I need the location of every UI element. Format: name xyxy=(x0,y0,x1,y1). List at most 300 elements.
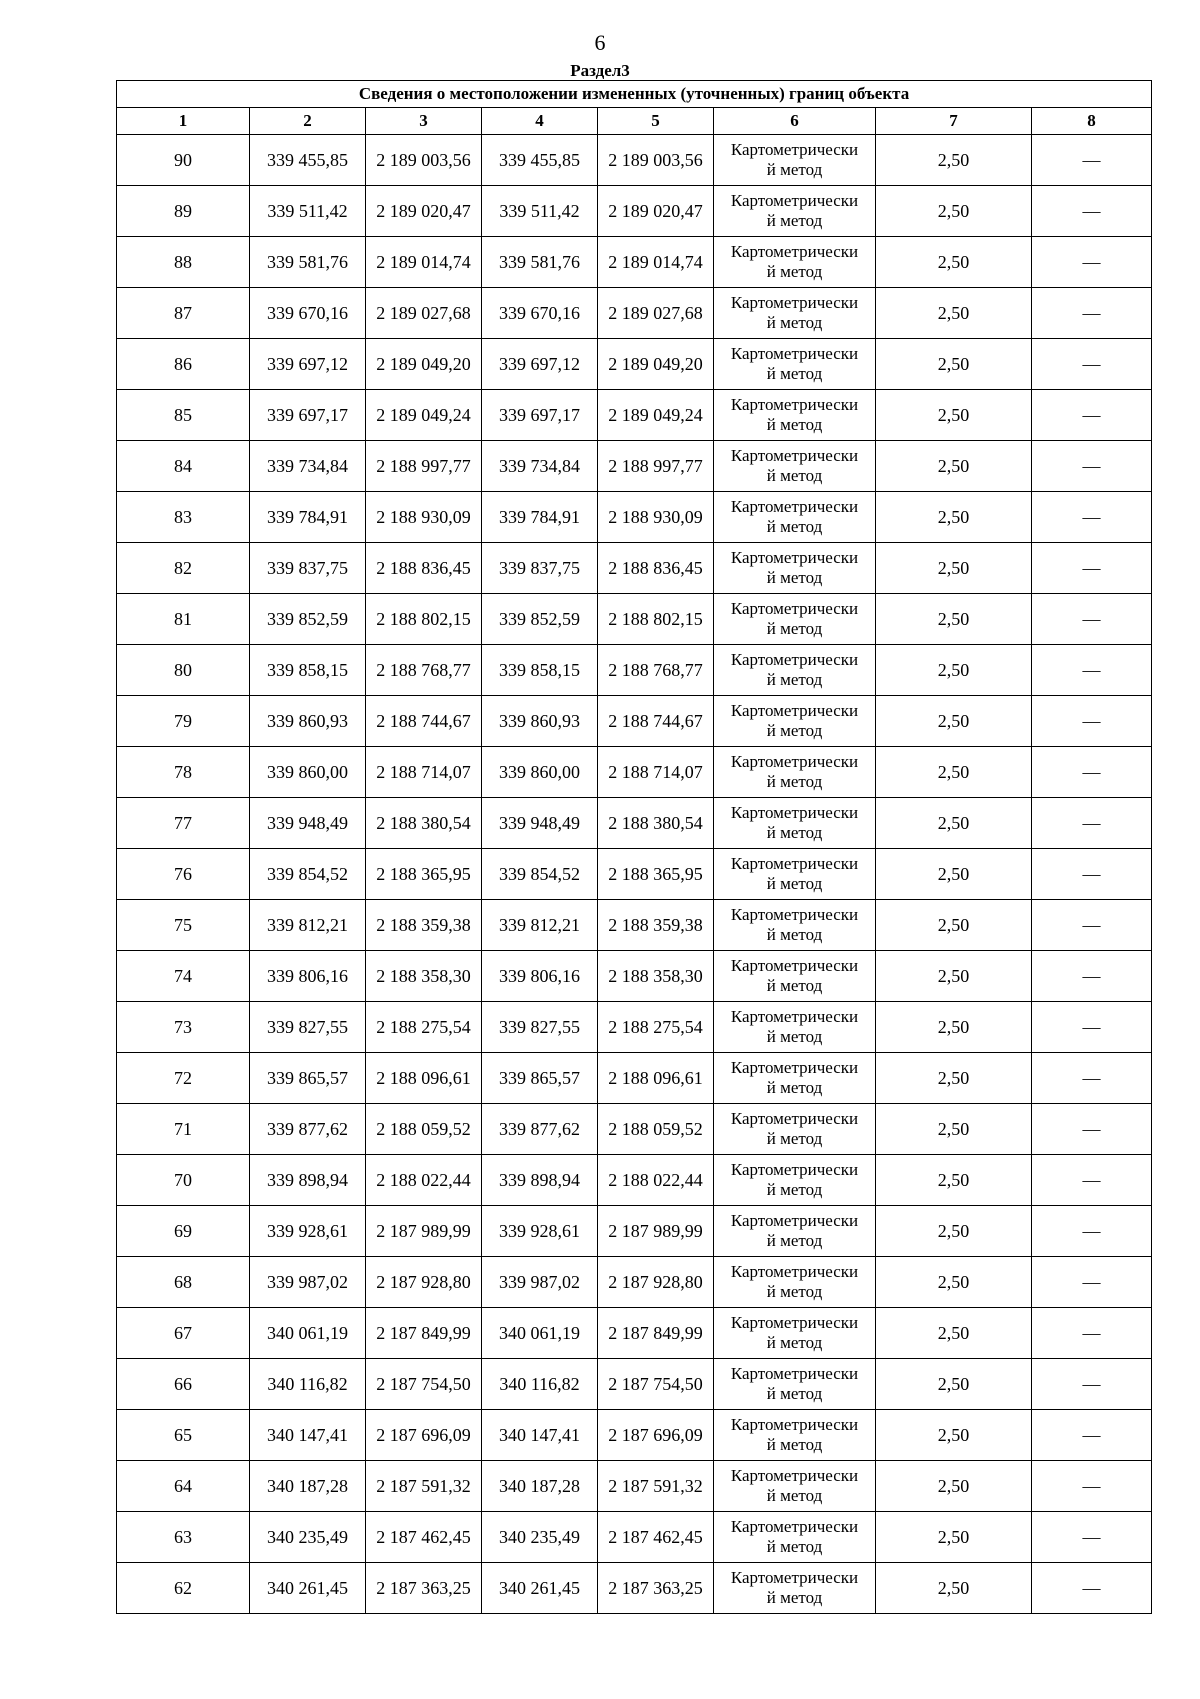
description-cell: — xyxy=(1032,492,1152,543)
refined-x-cell: 339 812,21 xyxy=(482,900,598,951)
accuracy-cell: 2,50 xyxy=(876,1104,1032,1155)
column-header: 3 xyxy=(366,108,482,135)
method-line-1: Картометрически xyxy=(730,242,859,261)
refined-x-cell: 339 948,49 xyxy=(482,798,598,849)
refined-x-cell: 339 511,42 xyxy=(482,186,598,237)
refined-y-cell: 2 187 989,99 xyxy=(598,1206,714,1257)
refined-x-cell: 340 261,45 xyxy=(482,1563,598,1614)
method-cell xyxy=(714,492,876,543)
method-line-2: й метод xyxy=(766,1282,823,1301)
refined-x-cell: 339 858,15 xyxy=(482,645,598,696)
existing-x-cell: 339 697,12 xyxy=(250,339,366,390)
refined-y-cell: 2 188 930,09 xyxy=(598,492,714,543)
method-cell xyxy=(714,1563,876,1614)
point-number-cell: 81 xyxy=(117,594,250,645)
refined-y-cell: 2 188 714,07 xyxy=(598,747,714,798)
point-number-cell: 87 xyxy=(117,288,250,339)
method-line-1: Картометрически xyxy=(730,599,859,618)
method-cell xyxy=(714,441,876,492)
point-number-cell: 83 xyxy=(117,492,250,543)
refined-x-cell: 339 860,93 xyxy=(482,696,598,747)
existing-y-cell: 2 187 462,45 xyxy=(366,1512,482,1563)
method-cell xyxy=(714,1308,876,1359)
table-row xyxy=(117,1410,1152,1461)
description-cell: — xyxy=(1032,1002,1152,1053)
refined-x-cell: 339 877,62 xyxy=(482,1104,598,1155)
accuracy-cell: 2,50 xyxy=(876,594,1032,645)
refined-x-cell: 339 898,94 xyxy=(482,1155,598,1206)
method-cell xyxy=(714,900,876,951)
description-cell: — xyxy=(1032,339,1152,390)
table-row xyxy=(117,1563,1152,1614)
refined-x-cell: 339 865,57 xyxy=(482,1053,598,1104)
point-number-cell: 78 xyxy=(117,747,250,798)
existing-x-cell: 339 806,16 xyxy=(250,951,366,1002)
table-body xyxy=(117,135,1152,1614)
existing-x-cell: 339 858,15 xyxy=(250,645,366,696)
accuracy-cell: 2,50 xyxy=(876,900,1032,951)
existing-x-cell: 339 827,55 xyxy=(250,1002,366,1053)
refined-x-cell: 339 581,76 xyxy=(482,237,598,288)
method-cell xyxy=(714,798,876,849)
method-cell xyxy=(714,543,876,594)
method-cell xyxy=(714,1104,876,1155)
method-line-2: й метод xyxy=(766,1537,823,1556)
table-row xyxy=(117,186,1152,237)
method-line-2: й метод xyxy=(766,1384,823,1403)
refined-x-cell: 339 784,91 xyxy=(482,492,598,543)
method-line-1: Картометрически xyxy=(730,1058,859,1077)
existing-x-cell: 340 261,45 xyxy=(250,1563,366,1614)
existing-x-cell: 339 511,42 xyxy=(250,186,366,237)
description-cell: — xyxy=(1032,390,1152,441)
existing-y-cell: 2 188 358,30 xyxy=(366,951,482,1002)
existing-x-cell: 339 987,02 xyxy=(250,1257,366,1308)
existing-x-cell: 339 865,57 xyxy=(250,1053,366,1104)
refined-y-cell: 2 187 754,50 xyxy=(598,1359,714,1410)
description-cell: — xyxy=(1032,747,1152,798)
method-line-2: й метод xyxy=(766,874,823,893)
method-line-1: Картометрически xyxy=(730,140,859,159)
refined-y-cell: 2 187 696,09 xyxy=(598,1410,714,1461)
point-number-cell: 76 xyxy=(117,849,250,900)
point-number-cell: 84 xyxy=(117,441,250,492)
accuracy-cell: 2,50 xyxy=(876,849,1032,900)
description-cell: — xyxy=(1032,1563,1152,1614)
method-cell xyxy=(714,594,876,645)
table-header-row xyxy=(117,108,1152,135)
existing-x-cell: 340 235,49 xyxy=(250,1512,366,1563)
existing-y-cell: 2 188 096,61 xyxy=(366,1053,482,1104)
refined-x-cell: 339 827,55 xyxy=(482,1002,598,1053)
table-row xyxy=(117,1155,1152,1206)
method-line-2: й метод xyxy=(766,1129,823,1148)
accuracy-cell: 2,50 xyxy=(876,339,1032,390)
refined-y-cell: 2 189 027,68 xyxy=(598,288,714,339)
refined-x-cell: 339 860,00 xyxy=(482,747,598,798)
method-line-2: й метод xyxy=(766,1027,823,1046)
refined-y-cell: 2 187 363,25 xyxy=(598,1563,714,1614)
description-cell: — xyxy=(1032,237,1152,288)
column-header: 2 xyxy=(250,108,366,135)
method-line-1: Картометрически xyxy=(730,548,859,567)
refined-y-cell: 2 188 365,95 xyxy=(598,849,714,900)
table-row xyxy=(117,339,1152,390)
refined-x-cell: 339 734,84 xyxy=(482,441,598,492)
refined-y-cell: 2 187 591,32 xyxy=(598,1461,714,1512)
description-cell: — xyxy=(1032,135,1152,186)
point-number-cell: 67 xyxy=(117,1308,250,1359)
existing-x-cell: 339 898,94 xyxy=(250,1155,366,1206)
existing-y-cell: 2 189 049,24 xyxy=(366,390,482,441)
accuracy-cell: 2,50 xyxy=(876,1410,1032,1461)
existing-x-cell: 339 854,52 xyxy=(250,849,366,900)
accuracy-cell: 2,50 xyxy=(876,1308,1032,1359)
existing-y-cell: 2 188 714,07 xyxy=(366,747,482,798)
point-number-cell: 86 xyxy=(117,339,250,390)
table-caption: Сведения о местоположении измененных (уточненных) границ объекта xyxy=(117,81,1152,108)
table-row xyxy=(117,288,1152,339)
refined-y-cell: 2 189 049,24 xyxy=(598,390,714,441)
method-line-1: Картометрически xyxy=(730,1160,859,1179)
refined-y-cell: 2 188 744,67 xyxy=(598,696,714,747)
existing-y-cell: 2 188 997,77 xyxy=(366,441,482,492)
point-number-cell: 64 xyxy=(117,1461,250,1512)
accuracy-cell: 2,50 xyxy=(876,237,1032,288)
method-cell xyxy=(714,135,876,186)
point-number-cell: 79 xyxy=(117,696,250,747)
accuracy-cell: 2,50 xyxy=(876,492,1032,543)
method-line-2: й метод xyxy=(766,517,823,536)
accuracy-cell: 2,50 xyxy=(876,1359,1032,1410)
existing-x-cell: 339 734,84 xyxy=(250,441,366,492)
table-row xyxy=(117,135,1152,186)
table-row xyxy=(117,1257,1152,1308)
refined-y-cell: 2 189 049,20 xyxy=(598,339,714,390)
table-row xyxy=(117,1206,1152,1257)
method-line-2: й метод xyxy=(766,313,823,332)
existing-x-cell: 339 948,49 xyxy=(250,798,366,849)
point-number-cell: 62 xyxy=(117,1563,250,1614)
description-cell: — xyxy=(1032,900,1152,951)
existing-y-cell: 2 188 836,45 xyxy=(366,543,482,594)
refined-y-cell: 2 188 358,30 xyxy=(598,951,714,1002)
method-line-1: Картометрически xyxy=(730,701,859,720)
existing-y-cell: 2 189 014,74 xyxy=(366,237,482,288)
refined-x-cell: 339 670,16 xyxy=(482,288,598,339)
table-row xyxy=(117,1359,1152,1410)
method-line-1: Картометрически xyxy=(730,854,859,873)
existing-y-cell: 2 189 020,47 xyxy=(366,186,482,237)
existing-y-cell: 2 188 365,95 xyxy=(366,849,482,900)
point-number-cell: 89 xyxy=(117,186,250,237)
method-line-1: Картометрически xyxy=(730,1364,859,1383)
existing-x-cell: 340 116,82 xyxy=(250,1359,366,1410)
description-cell: — xyxy=(1032,1308,1152,1359)
description-cell: — xyxy=(1032,543,1152,594)
column-header: 4 xyxy=(482,108,598,135)
point-number-cell: 73 xyxy=(117,1002,250,1053)
method-line-1: Картометрически xyxy=(730,905,859,924)
method-line-1: Картометрически xyxy=(730,1466,859,1485)
description-cell: — xyxy=(1032,1359,1152,1410)
method-line-2: й метод xyxy=(766,1435,823,1454)
description-cell: — xyxy=(1032,1410,1152,1461)
existing-y-cell: 2 187 989,99 xyxy=(366,1206,482,1257)
method-line-1: Картометрически xyxy=(730,752,859,771)
method-cell xyxy=(714,1053,876,1104)
refined-x-cell: 340 116,82 xyxy=(482,1359,598,1410)
refined-x-cell: 340 235,49 xyxy=(482,1512,598,1563)
refined-y-cell: 2 189 020,47 xyxy=(598,186,714,237)
table-row xyxy=(117,849,1152,900)
existing-x-cell: 340 187,28 xyxy=(250,1461,366,1512)
point-number-cell: 66 xyxy=(117,1359,250,1410)
table-row xyxy=(117,747,1152,798)
point-number-cell: 82 xyxy=(117,543,250,594)
method-cell xyxy=(714,288,876,339)
method-line-1: Картометрически xyxy=(730,497,859,516)
method-line-2: й метод xyxy=(766,1078,823,1097)
point-number-cell: 69 xyxy=(117,1206,250,1257)
description-cell: — xyxy=(1032,1104,1152,1155)
method-line-1: Картометрически xyxy=(730,395,859,414)
existing-x-cell: 339 837,75 xyxy=(250,543,366,594)
column-header: 7 xyxy=(876,108,1032,135)
refined-y-cell: 2 188 768,77 xyxy=(598,645,714,696)
existing-x-cell: 339 877,62 xyxy=(250,1104,366,1155)
refined-y-cell: 2 188 997,77 xyxy=(598,441,714,492)
method-line-1: Картометрически xyxy=(730,191,859,210)
existing-y-cell: 2 188 275,54 xyxy=(366,1002,482,1053)
description-cell: — xyxy=(1032,951,1152,1002)
method-cell xyxy=(714,339,876,390)
method-cell xyxy=(714,1461,876,1512)
method-cell xyxy=(714,849,876,900)
point-number-cell: 65 xyxy=(117,1410,250,1461)
method-line-2: й метод xyxy=(766,415,823,434)
method-cell xyxy=(714,1002,876,1053)
existing-y-cell: 2 187 928,80 xyxy=(366,1257,482,1308)
existing-y-cell: 2 187 696,09 xyxy=(366,1410,482,1461)
refined-y-cell: 2 187 462,45 xyxy=(598,1512,714,1563)
point-number-cell: 71 xyxy=(117,1104,250,1155)
method-cell xyxy=(714,1512,876,1563)
accuracy-cell: 2,50 xyxy=(876,798,1032,849)
method-line-1: Картометрически xyxy=(730,1211,859,1230)
refined-x-cell: 339 852,59 xyxy=(482,594,598,645)
refined-y-cell: 2 188 059,52 xyxy=(598,1104,714,1155)
existing-x-cell: 339 784,91 xyxy=(250,492,366,543)
method-line-1: Картометрически xyxy=(730,1313,859,1332)
coordinates-table xyxy=(116,80,1152,1614)
method-line-2: й метод xyxy=(766,364,823,383)
description-cell: — xyxy=(1032,288,1152,339)
point-number-cell: 90 xyxy=(117,135,250,186)
existing-x-cell: 339 928,61 xyxy=(250,1206,366,1257)
table-row xyxy=(117,1104,1152,1155)
description-cell: — xyxy=(1032,1155,1152,1206)
method-cell xyxy=(714,1206,876,1257)
description-cell: — xyxy=(1032,1512,1152,1563)
accuracy-cell: 2,50 xyxy=(876,135,1032,186)
description-cell: — xyxy=(1032,798,1152,849)
page-number: 6 xyxy=(594,30,606,55)
existing-x-cell: 339 455,85 xyxy=(250,135,366,186)
existing-y-cell: 2 188 380,54 xyxy=(366,798,482,849)
existing-y-cell: 2 187 591,32 xyxy=(366,1461,482,1512)
table-row xyxy=(117,441,1152,492)
existing-y-cell: 2 188 359,38 xyxy=(366,900,482,951)
method-line-1: Картометрически xyxy=(730,293,859,312)
existing-x-cell: 340 147,41 xyxy=(250,1410,366,1461)
method-line-1: Картометрически xyxy=(730,446,859,465)
description-cell: — xyxy=(1032,645,1152,696)
table-row xyxy=(117,543,1152,594)
accuracy-cell: 2,50 xyxy=(876,1155,1032,1206)
method-cell xyxy=(714,237,876,288)
method-line-2: й метод xyxy=(766,772,823,791)
existing-y-cell: 2 189 027,68 xyxy=(366,288,482,339)
column-header: 8 xyxy=(1032,108,1152,135)
refined-x-cell: 339 987,02 xyxy=(482,1257,598,1308)
accuracy-cell: 2,50 xyxy=(876,1563,1032,1614)
table-row xyxy=(117,390,1152,441)
accuracy-cell: 2,50 xyxy=(876,645,1032,696)
method-line-1: Картометрически xyxy=(730,344,859,363)
method-cell xyxy=(714,645,876,696)
method-cell xyxy=(714,747,876,798)
existing-x-cell: 339 812,21 xyxy=(250,900,366,951)
method-line-2: й метод xyxy=(766,1486,823,1505)
existing-y-cell: 2 187 849,99 xyxy=(366,1308,482,1359)
accuracy-cell: 2,50 xyxy=(876,390,1032,441)
refined-x-cell: 340 061,19 xyxy=(482,1308,598,1359)
column-header: 5 xyxy=(598,108,714,135)
accuracy-cell: 2,50 xyxy=(876,186,1032,237)
method-cell xyxy=(714,390,876,441)
method-line-2: й метод xyxy=(766,721,823,740)
column-header: 1 xyxy=(117,108,250,135)
refined-x-cell: 339 928,61 xyxy=(482,1206,598,1257)
point-number-cell: 70 xyxy=(117,1155,250,1206)
method-line-1: Картометрически xyxy=(730,1517,859,1536)
method-line-2: й метод xyxy=(766,262,823,281)
refined-y-cell: 2 189 014,74 xyxy=(598,237,714,288)
description-cell: — xyxy=(1032,186,1152,237)
accuracy-cell: 2,50 xyxy=(876,288,1032,339)
description-cell: — xyxy=(1032,1461,1152,1512)
existing-y-cell: 2 188 802,15 xyxy=(366,594,482,645)
method-line-1: Картометрически xyxy=(730,1415,859,1434)
refined-x-cell: 340 187,28 xyxy=(482,1461,598,1512)
table-row xyxy=(117,1053,1152,1104)
point-number-cell: 88 xyxy=(117,237,250,288)
method-line-1: Картометрически xyxy=(730,1109,859,1128)
accuracy-cell: 2,50 xyxy=(876,1512,1032,1563)
refined-x-cell: 340 147,41 xyxy=(482,1410,598,1461)
existing-y-cell: 2 187 754,50 xyxy=(366,1359,482,1410)
table-row xyxy=(117,900,1152,951)
table-row xyxy=(117,1002,1152,1053)
method-line-1: Картометрически xyxy=(730,803,859,822)
method-line-1: Картометрически xyxy=(730,1262,859,1281)
section-title: Раздел3 xyxy=(570,61,630,80)
method-line-1: Картометрически xyxy=(730,956,859,975)
existing-y-cell: 2 188 059,52 xyxy=(366,1104,482,1155)
table-row xyxy=(117,1461,1152,1512)
method-line-2: й метод xyxy=(766,1333,823,1352)
accuracy-cell: 2,50 xyxy=(876,1053,1032,1104)
refined-y-cell: 2 188 275,54 xyxy=(598,1002,714,1053)
method-line-2: й метод xyxy=(766,568,823,587)
point-number-cell: 68 xyxy=(117,1257,250,1308)
method-line-1: Картометрически xyxy=(730,1007,859,1026)
method-line-2: й метод xyxy=(766,211,823,230)
method-line-1: Картометрически xyxy=(730,650,859,669)
method-line-2: й метод xyxy=(766,1588,823,1607)
accuracy-cell: 2,50 xyxy=(876,543,1032,594)
accuracy-cell: 2,50 xyxy=(876,1206,1032,1257)
table-caption-row xyxy=(117,81,1152,108)
method-line-2: й метод xyxy=(766,670,823,689)
refined-x-cell: 339 854,52 xyxy=(482,849,598,900)
method-line-2: й метод xyxy=(766,466,823,485)
refined-y-cell: 2 187 928,80 xyxy=(598,1257,714,1308)
refined-y-cell: 2 188 836,45 xyxy=(598,543,714,594)
method-line-1: Картометрически xyxy=(730,1568,859,1587)
method-cell xyxy=(714,951,876,1002)
table-row xyxy=(117,696,1152,747)
accuracy-cell: 2,50 xyxy=(876,1257,1032,1308)
refined-y-cell: 2 188 359,38 xyxy=(598,900,714,951)
table-row xyxy=(117,645,1152,696)
table-row xyxy=(117,237,1152,288)
refined-y-cell: 2 188 096,61 xyxy=(598,1053,714,1104)
method-line-2: й метод xyxy=(766,160,823,179)
description-cell: — xyxy=(1032,849,1152,900)
point-number-cell: 80 xyxy=(117,645,250,696)
refined-x-cell: 339 455,85 xyxy=(482,135,598,186)
method-cell xyxy=(714,1257,876,1308)
existing-y-cell: 2 188 768,77 xyxy=(366,645,482,696)
existing-y-cell: 2 188 022,44 xyxy=(366,1155,482,1206)
refined-y-cell: 2 188 022,44 xyxy=(598,1155,714,1206)
existing-y-cell: 2 188 744,67 xyxy=(366,696,482,747)
existing-x-cell: 339 860,00 xyxy=(250,747,366,798)
method-line-2: й метод xyxy=(766,1231,823,1250)
refined-y-cell: 2 187 849,99 xyxy=(598,1308,714,1359)
method-cell xyxy=(714,1155,876,1206)
accuracy-cell: 2,50 xyxy=(876,441,1032,492)
existing-x-cell: 339 581,76 xyxy=(250,237,366,288)
accuracy-cell: 2,50 xyxy=(876,1002,1032,1053)
refined-y-cell: 2 189 003,56 xyxy=(598,135,714,186)
refined-x-cell: 339 697,12 xyxy=(482,339,598,390)
point-number-cell: 85 xyxy=(117,390,250,441)
method-cell xyxy=(714,1410,876,1461)
refined-x-cell: 339 806,16 xyxy=(482,951,598,1002)
table-row xyxy=(117,492,1152,543)
point-number-cell: 77 xyxy=(117,798,250,849)
point-number-cell: 75 xyxy=(117,900,250,951)
description-cell: — xyxy=(1032,1257,1152,1308)
accuracy-cell: 2,50 xyxy=(876,747,1032,798)
refined-x-cell: 339 837,75 xyxy=(482,543,598,594)
existing-y-cell: 2 188 930,09 xyxy=(366,492,482,543)
accuracy-cell: 2,50 xyxy=(876,951,1032,1002)
description-cell: — xyxy=(1032,696,1152,747)
